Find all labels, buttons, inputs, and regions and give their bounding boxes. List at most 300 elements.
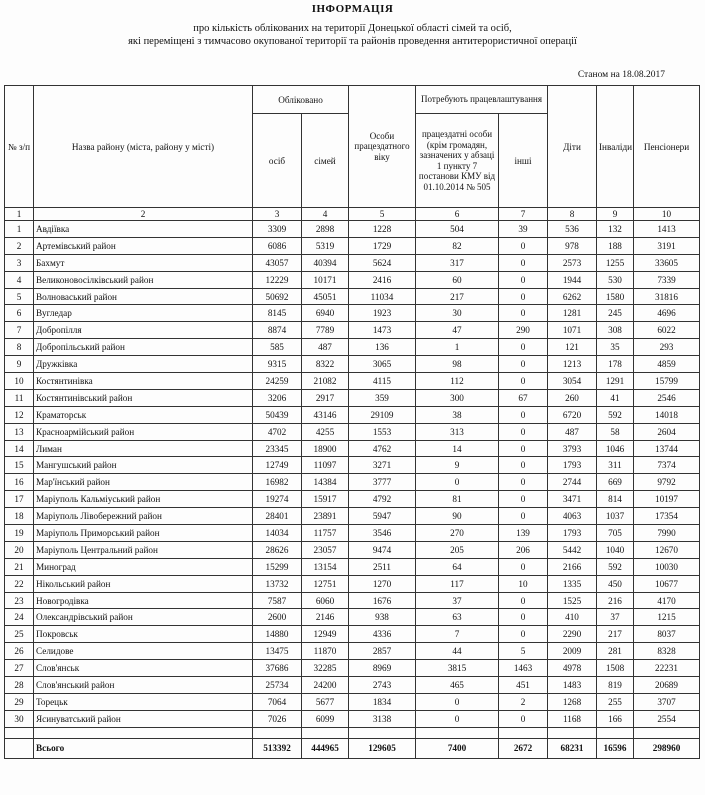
row-name-cell: Ясинуватський район: [34, 710, 253, 727]
row-num-cell: 26: [5, 643, 34, 660]
row-pensioners-cell: 4696: [634, 305, 700, 322]
row-name-cell: Добропільський район: [34, 339, 253, 356]
row-others-cell: 0: [499, 474, 548, 491]
row-able-cell: 270: [416, 525, 499, 542]
row-name-cell: Маріуполь Центральний район: [34, 541, 253, 558]
row-families-cell: 23057: [302, 541, 349, 558]
row-others-cell: 0: [499, 339, 548, 356]
row-persons-cell: 37686: [253, 660, 302, 677]
row-disabled-cell: 1037: [597, 508, 634, 525]
row-others-cell: 2: [499, 693, 548, 710]
row-persons-cell: 28401: [253, 508, 302, 525]
row-families-cell: 5319: [302, 237, 349, 254]
row-num-cell: 25: [5, 626, 34, 643]
row-children-cell: 3054: [548, 373, 597, 390]
row-name-cell: Селидове: [34, 643, 253, 660]
row-families-cell: 2146: [302, 609, 349, 626]
total-row: [5, 738, 700, 758]
row-able-cell: 82: [416, 237, 499, 254]
row-persons-cell: 14880: [253, 626, 302, 643]
row-able-cell: 37: [416, 592, 499, 609]
row-name-cell: Маріуполь Приморський район: [34, 525, 253, 542]
row-pensioners-cell: 7339: [634, 271, 700, 288]
row-children-cell: 2744: [548, 474, 597, 491]
row-disabled-cell: 819: [597, 677, 634, 694]
row-working-cell: 8969: [349, 660, 416, 677]
row-pensioners-cell: 13744: [634, 440, 700, 457]
header-families: сімей: [302, 114, 349, 208]
row-others-cell: 0: [499, 457, 548, 474]
row-working-cell: 1228: [349, 221, 416, 238]
header-able-persons: працездатні особи (крім громадян, зазначених у абзаці 1 пункту 7 постанови КМУ від 01.10.2014 № 505: [416, 114, 499, 208]
row-disabled-cell: 37: [597, 609, 634, 626]
column-index: 8: [548, 208, 597, 221]
row-able-cell: 3815: [416, 660, 499, 677]
row-families-cell: 13154: [302, 558, 349, 575]
row-children-cell: 1213: [548, 356, 597, 373]
row-disabled-cell: 705: [597, 525, 634, 542]
total-families: 444965: [302, 738, 349, 758]
row-working-cell: 1729: [349, 237, 416, 254]
table-row: [5, 339, 700, 356]
row-persons-cell: 7587: [253, 592, 302, 609]
row-children-cell: 1483: [548, 677, 597, 694]
row-children-cell: 4063: [548, 508, 597, 525]
row-able-cell: 205: [416, 541, 499, 558]
row-name-cell: Костянтинівка: [34, 373, 253, 390]
row-others-cell: 0: [499, 626, 548, 643]
row-families-cell: 7789: [302, 322, 349, 339]
row-pensioners-cell: 293: [634, 339, 700, 356]
row-families-cell: 2917: [302, 389, 349, 406]
row-families-cell: 14384: [302, 474, 349, 491]
table-row: [5, 558, 700, 575]
row-able-cell: 60: [416, 271, 499, 288]
row-persons-cell: 28626: [253, 541, 302, 558]
row-pensioners-cell: 2546: [634, 389, 700, 406]
table-row: [5, 254, 700, 271]
row-able-cell: 313: [416, 423, 499, 440]
row-name-cell: Маріуполь Кальміуський район: [34, 491, 253, 508]
header-num: № з/п: [5, 86, 34, 208]
row-children-cell: 1793: [548, 457, 597, 474]
row-children-cell: 6720: [548, 406, 597, 423]
row-pensioners-cell: 17354: [634, 508, 700, 525]
header-name: Назва району (міста, району у місті): [34, 86, 253, 208]
row-working-cell: 3065: [349, 356, 416, 373]
row-others-cell: 0: [499, 305, 548, 322]
row-children-cell: 1525: [548, 592, 597, 609]
row-working-cell: 5947: [349, 508, 416, 525]
row-persons-cell: 23345: [253, 440, 302, 457]
row-persons-cell: 24259: [253, 373, 302, 390]
header-registered: Обліковано: [253, 86, 349, 114]
row-children-cell: 410: [548, 609, 597, 626]
row-num-cell: 8: [5, 339, 34, 356]
row-name-cell: Дружківка: [34, 356, 253, 373]
column-index: 10: [634, 208, 700, 221]
row-name-cell: Торецьк: [34, 693, 253, 710]
row-working-cell: 359: [349, 389, 416, 406]
spacer-row: [5, 727, 700, 738]
row-able-cell: 7: [416, 626, 499, 643]
row-others-cell: 0: [499, 592, 548, 609]
row-name-cell: Вугледар: [34, 305, 253, 322]
row-disabled-cell: 814: [597, 491, 634, 508]
row-persons-cell: 19274: [253, 491, 302, 508]
row-pensioners-cell: 8328: [634, 643, 700, 660]
row-disabled-cell: 178: [597, 356, 634, 373]
row-working-cell: 3546: [349, 525, 416, 542]
row-able-cell: 217: [416, 288, 499, 305]
row-pensioners-cell: 6022: [634, 322, 700, 339]
row-name-cell: Артемівський район: [34, 237, 253, 254]
row-able-cell: 9: [416, 457, 499, 474]
row-children-cell: 1168: [548, 710, 597, 727]
header-disabled: Інваліди: [597, 86, 634, 208]
row-able-cell: 117: [416, 575, 499, 592]
row-pensioners-cell: 4859: [634, 356, 700, 373]
row-pensioners-cell: 4170: [634, 592, 700, 609]
row-others-cell: 451: [499, 677, 548, 694]
column-index: 3: [253, 208, 302, 221]
row-persons-cell: 6086: [253, 237, 302, 254]
column-index: 9: [597, 208, 634, 221]
row-num-cell: 14: [5, 440, 34, 457]
row-children-cell: 2166: [548, 558, 597, 575]
total-persons: 513392: [253, 738, 302, 758]
row-persons-cell: 585: [253, 339, 302, 356]
document-title: ІНФОРМАЦІЯ: [311, 3, 394, 15]
row-others-cell: 5: [499, 643, 548, 660]
row-num-cell: 15: [5, 457, 34, 474]
row-disabled-cell: 216: [597, 592, 634, 609]
row-num-cell: 19: [5, 525, 34, 542]
row-able-cell: 38: [416, 406, 499, 423]
row-families-cell: 11757: [302, 525, 349, 542]
row-families-cell: 6940: [302, 305, 349, 322]
table-row: [5, 440, 700, 457]
header-others: інші: [499, 114, 548, 208]
table-row: [5, 575, 700, 592]
table-row: [5, 305, 700, 322]
row-families-cell: 6060: [302, 592, 349, 609]
row-others-cell: 1463: [499, 660, 548, 677]
row-able-cell: 90: [416, 508, 499, 525]
row-others-cell: 206: [499, 541, 548, 558]
row-name-cell: Мангушський район: [34, 457, 253, 474]
row-others-cell: 10: [499, 575, 548, 592]
row-pensioners-cell: 9792: [634, 474, 700, 491]
row-pensioners-cell: 2604: [634, 423, 700, 440]
column-index: 7: [499, 208, 548, 221]
table-body: [5, 221, 700, 728]
row-num-cell: 13: [5, 423, 34, 440]
row-children-cell: 1335: [548, 575, 597, 592]
row-working-cell: 1676: [349, 592, 416, 609]
column-index: 5: [349, 208, 416, 221]
table-row: [5, 389, 700, 406]
row-name-cell: Краматорськ: [34, 406, 253, 423]
table-row: [5, 491, 700, 508]
row-persons-cell: 2600: [253, 609, 302, 626]
row-persons-cell: 7064: [253, 693, 302, 710]
row-able-cell: 300: [416, 389, 499, 406]
row-persons-cell: 43057: [253, 254, 302, 271]
row-working-cell: 1834: [349, 693, 416, 710]
row-others-cell: 0: [499, 373, 548, 390]
header-working-age: Особи працездатного віку: [349, 86, 416, 208]
row-able-cell: 81: [416, 491, 499, 508]
row-families-cell: 12751: [302, 575, 349, 592]
table-row: [5, 626, 700, 643]
row-others-cell: 0: [499, 356, 548, 373]
row-working-cell: 11034: [349, 288, 416, 305]
row-name-cell: Великоновосілківський район: [34, 271, 253, 288]
row-name-cell: Волноваський район: [34, 288, 253, 305]
row-num-cell: 17: [5, 491, 34, 508]
row-others-cell: 0: [499, 508, 548, 525]
row-families-cell: 11097: [302, 457, 349, 474]
row-num-cell: 23: [5, 592, 34, 609]
row-num-cell: 3: [5, 254, 34, 271]
row-able-cell: 0: [416, 693, 499, 710]
table-row: [5, 237, 700, 254]
row-disabled-cell: 1291: [597, 373, 634, 390]
row-disabled-cell: 592: [597, 558, 634, 575]
row-pensioners-cell: 20689: [634, 677, 700, 694]
row-pensioners-cell: 12670: [634, 541, 700, 558]
row-pensioners-cell: 1215: [634, 609, 700, 626]
row-children-cell: 2009: [548, 643, 597, 660]
column-index-row: [5, 208, 700, 221]
header-children: Діти: [548, 86, 597, 208]
row-families-cell: 487: [302, 339, 349, 356]
row-disabled-cell: 1046: [597, 440, 634, 457]
row-persons-cell: 14034: [253, 525, 302, 542]
row-working-cell: 3777: [349, 474, 416, 491]
row-others-cell: 0: [499, 406, 548, 423]
row-working-cell: 4336: [349, 626, 416, 643]
row-working-cell: 136: [349, 339, 416, 356]
row-others-cell: 67: [499, 389, 548, 406]
subtitle-line-1: про кількість облікованих на території Донецької області сімей та осіб,: [193, 23, 512, 34]
row-pensioners-cell: 1413: [634, 221, 700, 238]
row-name-cell: Красноармійський район: [34, 423, 253, 440]
row-name-cell: Добропілля: [34, 322, 253, 339]
row-num-cell: 29: [5, 693, 34, 710]
row-disabled-cell: 1040: [597, 541, 634, 558]
row-families-cell: 6099: [302, 710, 349, 727]
row-num-cell: 1: [5, 221, 34, 238]
row-families-cell: 21082: [302, 373, 349, 390]
row-num-cell: 5: [5, 288, 34, 305]
row-name-cell: Покровськ: [34, 626, 253, 643]
row-num-cell: 21: [5, 558, 34, 575]
row-others-cell: 0: [499, 254, 548, 271]
row-children-cell: 1071: [548, 322, 597, 339]
row-children-cell: 121: [548, 339, 597, 356]
row-families-cell: 23891: [302, 508, 349, 525]
row-num-cell: 28: [5, 677, 34, 694]
table-row: [5, 710, 700, 727]
row-num-cell: 24: [5, 609, 34, 626]
total-num-cell: [5, 738, 34, 758]
row-persons-cell: 25734: [253, 677, 302, 694]
row-working-cell: 1553: [349, 423, 416, 440]
row-able-cell: 317: [416, 254, 499, 271]
row-pensioners-cell: 31816: [634, 288, 700, 305]
row-working-cell: 2743: [349, 677, 416, 694]
row-others-cell: 0: [499, 288, 548, 305]
row-name-cell: Маріуполь Лівобережний район: [34, 508, 253, 525]
row-families-cell: 18900: [302, 440, 349, 457]
total-pensioners: 298960: [634, 738, 700, 758]
row-working-cell: 3271: [349, 457, 416, 474]
row-others-cell: 0: [499, 491, 548, 508]
row-persons-cell: 8145: [253, 305, 302, 322]
row-pensioners-cell: 3191: [634, 237, 700, 254]
row-others-cell: 0: [499, 440, 548, 457]
row-others-cell: 290: [499, 322, 548, 339]
row-persons-cell: 15299: [253, 558, 302, 575]
row-working-cell: 2416: [349, 271, 416, 288]
row-children-cell: 260: [548, 389, 597, 406]
row-children-cell: 5442: [548, 541, 597, 558]
row-persons-cell: 13475: [253, 643, 302, 660]
table-row: [5, 356, 700, 373]
row-pensioners-cell: 33605: [634, 254, 700, 271]
row-working-cell: 1473: [349, 322, 416, 339]
column-index: 1: [5, 208, 34, 221]
row-disabled-cell: 217: [597, 626, 634, 643]
row-families-cell: 5677: [302, 693, 349, 710]
header-persons: осіб: [253, 114, 302, 208]
table-row: [5, 406, 700, 423]
header-need-employment: Потребують працевлаштування: [416, 86, 548, 114]
row-families-cell: 2898: [302, 221, 349, 238]
row-persons-cell: 8874: [253, 322, 302, 339]
row-name-cell: Бахмут: [34, 254, 253, 271]
row-pensioners-cell: 10197: [634, 491, 700, 508]
row-name-cell: Мар'їнський район: [34, 474, 253, 491]
row-pensioners-cell: 7374: [634, 457, 700, 474]
table-row: [5, 288, 700, 305]
row-persons-cell: 9315: [253, 356, 302, 373]
total-able: 7400: [416, 738, 499, 758]
table-row: [5, 592, 700, 609]
table-row: [5, 541, 700, 558]
table-row: [5, 643, 700, 660]
row-persons-cell: 12229: [253, 271, 302, 288]
row-name-cell: Нікольський район: [34, 575, 253, 592]
row-pensioners-cell: 10677: [634, 575, 700, 592]
total-disabled: 16596: [597, 738, 634, 758]
row-children-cell: 3471: [548, 491, 597, 508]
row-children-cell: 1281: [548, 305, 597, 322]
row-others-cell: 139: [499, 525, 548, 542]
row-pensioners-cell: 8037: [634, 626, 700, 643]
row-disabled-cell: 166: [597, 710, 634, 727]
row-others-cell: 0: [499, 237, 548, 254]
row-families-cell: 45051: [302, 288, 349, 305]
row-working-cell: 9474: [349, 541, 416, 558]
row-disabled-cell: 281: [597, 643, 634, 660]
column-index: 2: [34, 208, 253, 221]
row-name-cell: Авдіївка: [34, 221, 253, 238]
row-disabled-cell: 592: [597, 406, 634, 423]
row-families-cell: 8322: [302, 356, 349, 373]
row-working-cell: 1923: [349, 305, 416, 322]
row-pensioners-cell: 14018: [634, 406, 700, 423]
table-row: [5, 221, 700, 238]
row-name-cell: Миноград: [34, 558, 253, 575]
row-name-cell: Лиман: [34, 440, 253, 457]
row-num-cell: 7: [5, 322, 34, 339]
row-pensioners-cell: 3707: [634, 693, 700, 710]
row-able-cell: 465: [416, 677, 499, 694]
row-name-cell: Слов'янський район: [34, 677, 253, 694]
row-persons-cell: 3309: [253, 221, 302, 238]
row-working-cell: 4115: [349, 373, 416, 390]
table-row: [5, 373, 700, 390]
row-families-cell: 24200: [302, 677, 349, 694]
row-working-cell: 29109: [349, 406, 416, 423]
row-children-cell: 487: [548, 423, 597, 440]
row-others-cell: 0: [499, 271, 548, 288]
row-families-cell: 43146: [302, 406, 349, 423]
row-disabled-cell: 245: [597, 305, 634, 322]
row-able-cell: 0: [416, 474, 499, 491]
row-persons-cell: 13732: [253, 575, 302, 592]
row-num-cell: 6: [5, 305, 34, 322]
row-children-cell: 1268: [548, 693, 597, 710]
row-families-cell: 12949: [302, 626, 349, 643]
row-able-cell: 112: [416, 373, 499, 390]
row-disabled-cell: 669: [597, 474, 634, 491]
row-others-cell: 0: [499, 710, 548, 727]
subtitle-line-2: які переміщені з тимчасово окупованої території та районів проведення антитерористичної операції: [128, 36, 577, 47]
table-row: [5, 660, 700, 677]
row-name-cell: Новогродівка: [34, 592, 253, 609]
column-index: 6: [416, 208, 499, 221]
row-num-cell: 9: [5, 356, 34, 373]
table-row: [5, 693, 700, 710]
row-pensioners-cell: 15799: [634, 373, 700, 390]
row-persons-cell: 12749: [253, 457, 302, 474]
row-children-cell: 4978: [548, 660, 597, 677]
row-children-cell: 2290: [548, 626, 597, 643]
total-others: 2672: [499, 738, 548, 758]
row-families-cell: 32285: [302, 660, 349, 677]
row-disabled-cell: 450: [597, 575, 634, 592]
row-name-cell: Костянтинівський район: [34, 389, 253, 406]
row-families-cell: 4255: [302, 423, 349, 440]
table-row: [5, 677, 700, 694]
row-families-cell: 40394: [302, 254, 349, 271]
row-disabled-cell: 308: [597, 322, 634, 339]
total-children: 68231: [548, 738, 597, 758]
row-disabled-cell: 530: [597, 271, 634, 288]
row-able-cell: 98: [416, 356, 499, 373]
row-others-cell: 39: [499, 221, 548, 238]
row-able-cell: 63: [416, 609, 499, 626]
table-row: [5, 271, 700, 288]
row-persons-cell: 16982: [253, 474, 302, 491]
report-table: [4, 85, 700, 759]
total-working: 129605: [349, 738, 416, 758]
row-pensioners-cell: 7990: [634, 525, 700, 542]
